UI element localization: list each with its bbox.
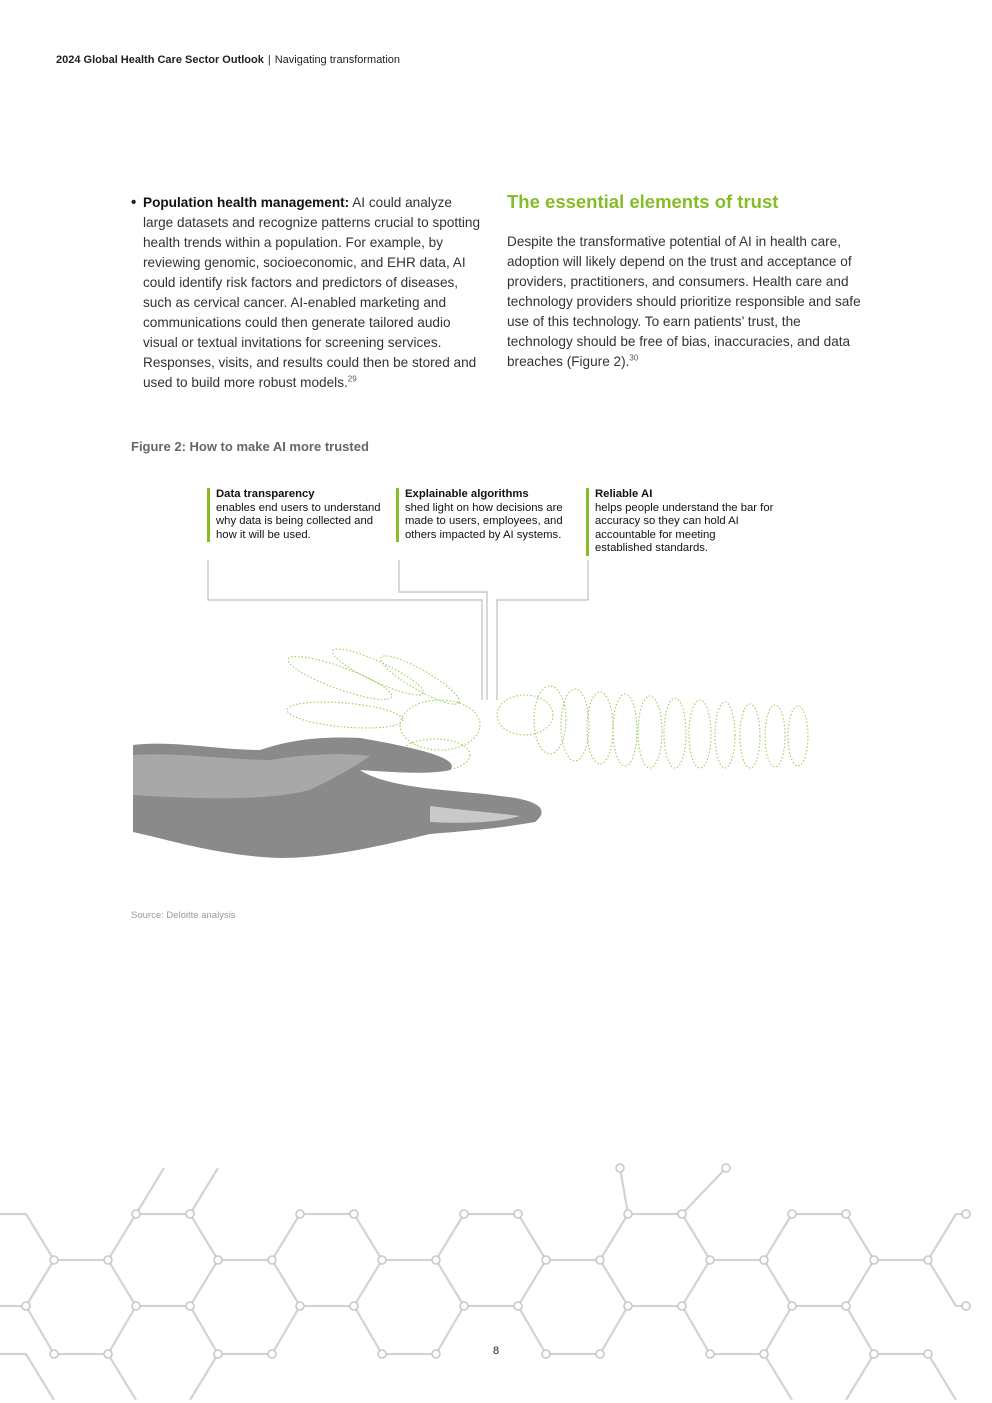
human-hand-icon [133,738,542,859]
callout-text: helps people understand the bar for accuracy so they can hold AI accountable for meeting established standards. [595,501,774,554]
footnote-ref-29[interactable]: 29 [347,374,357,384]
callout-data-transparency [207,488,396,542]
bullet-icon: • [131,194,137,211]
bullet-body: AI could analyze large datasets and recognize patterns crucial to spotting health trends within a population. For example, by reviewing genomic, socioeconomic, and EHR data, AI could identify risk factors and predictors of diseases, such as cervical cancer. AI-enabled marketing and communications could then generate tailored audio visual or textual invitations for screening services. Responses, visits, and results could then be stored and used to build more robust models. [143,195,481,390]
right-column [507,190,867,372]
hand-illustration [130,560,830,870]
bullet-text [143,193,481,393]
callout-text: enables end users to understand why data is being collected and how it will be used. [216,501,381,541]
section-heading: The essential elements of trust [507,191,779,212]
header-title: 2024 Global Health Care Sector Outlook [56,54,264,66]
bullet-item [131,193,481,393]
running-header [56,54,400,66]
bullet-lead: Population health management: [143,195,350,210]
callout-text: shed light on how decisions are made to users, employees, and others impacted by AI systems. [405,501,563,541]
section-body [507,232,867,372]
callout-title: Data transparency [216,488,315,500]
callout-reliable-ai [586,488,775,556]
section-body-text: Despite the transformative potential of AI in health care, adoption will likely depend on the trust and acceptance of providers, practitioners, and consumers. Health care and technology providers should prioritize responsible and safe use of this technology. To earn patients’ trust, the technology should be free of bias, inaccuracies, and data breaches (Figure 2). [507,234,861,369]
header-separator: | [267,54,271,66]
page-number: 8 [492,1345,500,1357]
hexagon-pattern-background [0,1160,992,1403]
callout-title: Explainable algorithms [405,488,529,500]
left-column [131,193,481,393]
connector-lines [208,560,588,700]
callout-title: Reliable AI [595,488,653,500]
figure-source: Source: Deloitte analysis [131,910,236,921]
callout-explainable-algorithms [396,488,585,542]
footnote-ref-30[interactable]: 30 [629,353,639,363]
header-subtitle: Navigating transformation [274,54,401,66]
figure-title: Figure 2: How to make AI more trusted [131,439,369,454]
